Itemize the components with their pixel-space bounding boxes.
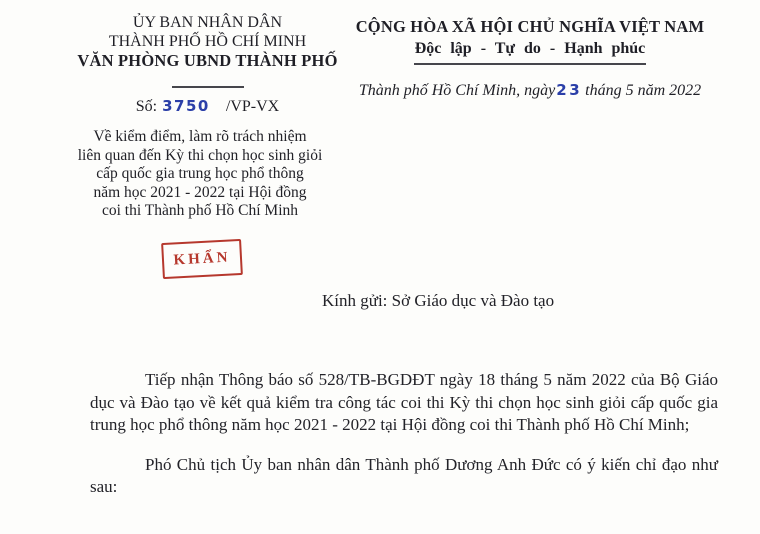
document-number [35, 97, 380, 116]
issuer-city: THÀNH PHỐ HỒ CHÍ MINH [108, 33, 307, 50]
document-number-label: Số: [135, 98, 158, 115]
issuer-divider [172, 86, 244, 88]
dateline-rest: tháng 5 năm 2022 [585, 82, 702, 99]
body-text [90, 369, 718, 499]
national-title: CỘNG HÒA XÃ HỘI CHỦ NGHĨA VIỆT NAM [355, 17, 705, 36]
document-number-suffix: /VP-VX [225, 98, 280, 115]
document-number-handwritten: 3750 [162, 97, 210, 115]
national-divider [414, 63, 646, 65]
issuer-block [35, 13, 380, 116]
urgent-stamp-label: KHẨN [173, 249, 231, 268]
subject-line: cấp quốc gia trung học phổ thông [96, 165, 304, 183]
national-header-block [348, 17, 712, 101]
national-motto: Độc lập - Tự do - Hạnh phúc [414, 40, 646, 57]
subject-block [25, 128, 375, 221]
place-date-line [348, 80, 712, 101]
recipient-line: Kính gửi: Sở Giáo dục và Đào tạo [322, 291, 555, 310]
body-paragraph: Phó Chủ tịch Ủy ban nhân dân Thành phố Dương Anh Đức có ý kiến chỉ đạo như sau: [90, 454, 718, 497]
issuer-parent-org: ỦY BAN NHÂN DÂN [132, 14, 283, 31]
subject-line: Về kiểm điểm, làm rõ trách nhiệm [93, 128, 307, 145]
issuer-office: VĂN PHÒNG UBND THÀNH PHỐ [77, 51, 338, 70]
dateline-place: Thành phố Hồ Chí Minh, ngày [358, 82, 556, 99]
dateline-day-handwritten: 23 [556, 81, 583, 99]
subject-line: liên quan đến Kỳ thi chọn học sinh giỏi [77, 146, 323, 164]
subject-line: năm học 2021 - 2022 tại Hội đồng [93, 183, 307, 201]
subject-line: coi thi Thành phố Hồ Chí Minh [101, 202, 299, 220]
urgent-stamp [161, 239, 243, 279]
body-paragraph: Tiếp nhận Thông báo số 528/TB-BGDĐT ngày 18 tháng 5 năm 2022 của Bộ Giáo dục và Đào tạo về kết quả kiểm tra công tác coi thi Kỳ thi chọn học sinh giỏi cấp quốc gia trung học phổ thông năm học 2021 - 2022 tại Hội đồng coi thi Thành phố Hồ Chí Minh; [90, 370, 718, 435]
